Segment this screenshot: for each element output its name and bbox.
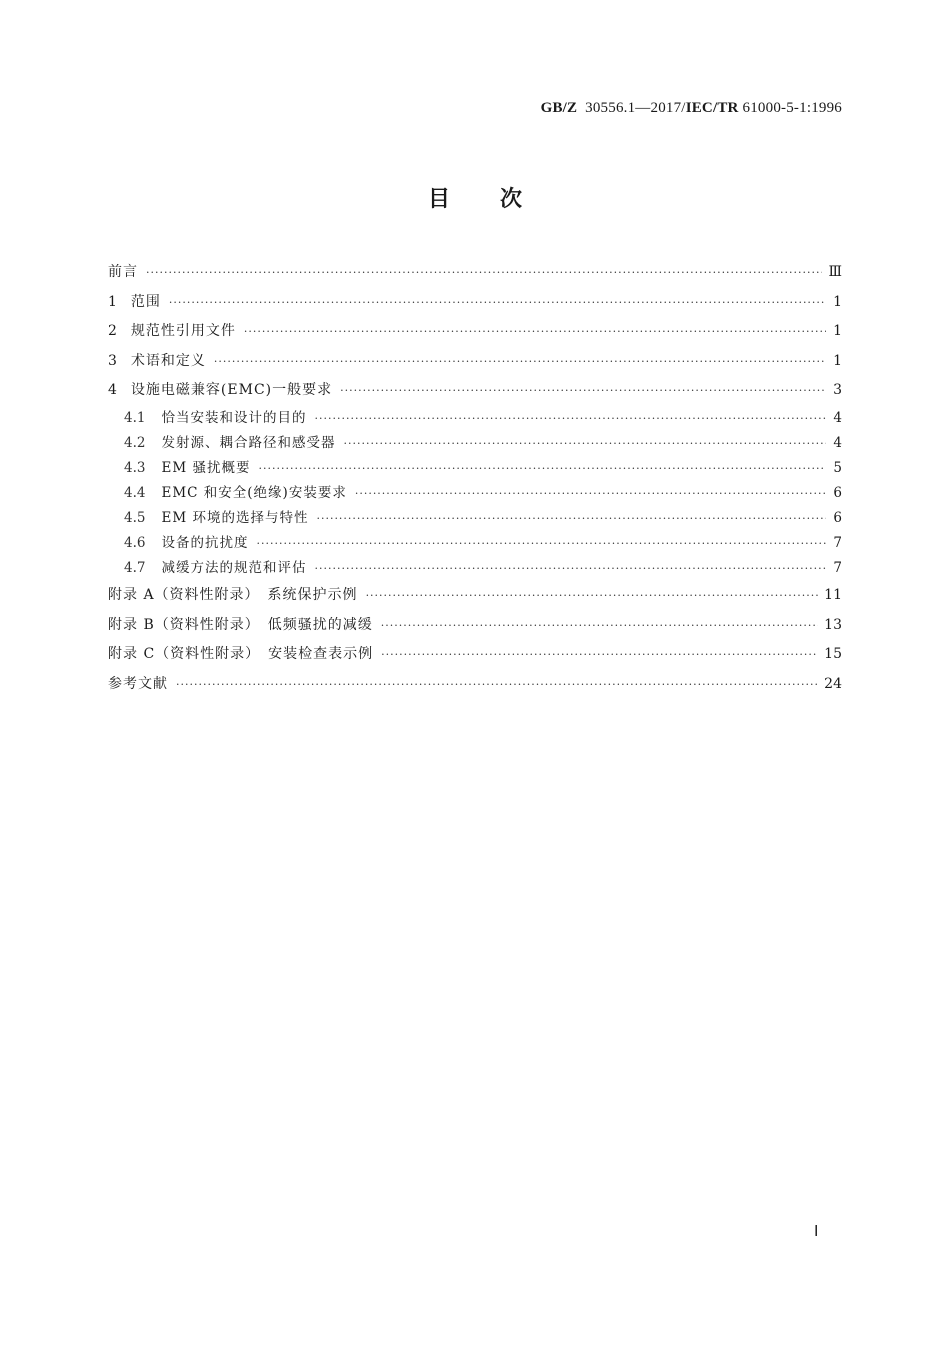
toc-entry-label: 范围 bbox=[130, 293, 161, 310]
toc-leader-dots bbox=[314, 556, 826, 581]
toc-entry-label: EM 环境的选择与特性 bbox=[161, 509, 309, 526]
toc-entry-page: Ⅲ bbox=[828, 264, 842, 280]
standard-code-number: 30556.1—2017/ bbox=[585, 100, 686, 116]
standard-code-header bbox=[541, 100, 842, 117]
toc-entry-page: 15 bbox=[824, 646, 842, 663]
toc-entry-label: 规范性引用文件 bbox=[130, 323, 236, 340]
toc-leader-dots bbox=[244, 317, 826, 347]
toc-entry-label: 附录 A（资料性附录） 系统保护示例 bbox=[108, 586, 358, 603]
toc-entry[interactable] bbox=[108, 376, 842, 406]
toc-entry-number: 1 bbox=[108, 293, 117, 310]
toc-entry-page: 6 bbox=[833, 509, 842, 526]
toc-entry[interactable] bbox=[108, 611, 842, 641]
toc-entry[interactable] bbox=[108, 456, 842, 481]
toc-entry[interactable] bbox=[108, 670, 842, 700]
toc-entry-number: 4.6 bbox=[124, 534, 146, 551]
toc-entry-page: 13 bbox=[824, 616, 842, 633]
toc-leader-dots bbox=[314, 406, 826, 431]
table-of-contents bbox=[108, 258, 842, 699]
toc-entry[interactable] bbox=[108, 431, 842, 456]
toc-leader-dots bbox=[256, 531, 826, 556]
toc-leader-dots bbox=[343, 431, 826, 456]
toc-entry[interactable] bbox=[108, 288, 842, 318]
toc-entry-page: 6 bbox=[833, 484, 842, 501]
toc-entry-label: 前言 bbox=[108, 264, 138, 280]
toc-entry-label: 附录 C（资料性附录） 安装检查表示例 bbox=[108, 646, 374, 663]
page-title: 目次 bbox=[427, 187, 572, 212]
toc-leader-dots bbox=[366, 581, 819, 611]
toc-leader-dots bbox=[214, 347, 826, 377]
toc-entry[interactable] bbox=[108, 481, 842, 506]
toc-entry-page: 7 bbox=[833, 559, 842, 576]
toc-entry-label: EMC 和安全(绝缘)安装要求 bbox=[161, 484, 347, 501]
toc-entry-label: 设备的抗扰度 bbox=[161, 534, 249, 551]
toc-entry-number: 2 bbox=[108, 323, 117, 340]
toc-entry-page: 1 bbox=[833, 293, 842, 310]
toc-leader-dots bbox=[258, 456, 826, 481]
toc-entry-label: 发射源、耦合路径和感受器 bbox=[161, 434, 336, 451]
toc-entry-number: 4.7 bbox=[124, 559, 146, 576]
toc-entry-page: 7 bbox=[833, 534, 842, 551]
toc-entry-label: 参考文献 bbox=[108, 675, 168, 692]
toc-entry-page: 4 bbox=[833, 434, 842, 451]
toc-leader-dots bbox=[146, 258, 822, 288]
toc-entry[interactable] bbox=[108, 406, 842, 431]
toc-entry-label: 设施电磁兼容(EMC)一般要求 bbox=[130, 382, 333, 399]
toc-entry[interactable] bbox=[108, 317, 842, 347]
toc-entry-number: 4.5 bbox=[124, 509, 146, 526]
toc-leader-dots bbox=[381, 640, 818, 670]
toc-entry-number: 4 bbox=[108, 382, 117, 399]
footer-page-number: Ⅰ bbox=[814, 1224, 819, 1240]
toc-entry[interactable] bbox=[108, 347, 842, 377]
standard-code-iec: IEC/TR bbox=[685, 100, 739, 116]
toc-entry-label: 附录 B（资料性附录） 低频骚扰的减缓 bbox=[108, 616, 373, 633]
toc-entry-number: 4.2 bbox=[124, 434, 146, 451]
toc-entry[interactable] bbox=[108, 581, 842, 611]
toc-entry-page: 1 bbox=[833, 352, 842, 369]
standard-code-prefix: GB/Z bbox=[540, 100, 578, 116]
toc-entry-number: 3 bbox=[108, 352, 117, 369]
toc-leader-dots bbox=[381, 611, 818, 641]
toc-leader-dots bbox=[340, 376, 826, 406]
toc-entry-number: 4.4 bbox=[124, 484, 146, 501]
toc-leader-dots bbox=[169, 288, 826, 318]
toc-entry-number: 4.1 bbox=[124, 409, 146, 426]
standard-code-tail: 61000-5-1:1996 bbox=[742, 100, 842, 116]
toc-entry-page: 24 bbox=[824, 675, 842, 692]
toc-entry-label: 术语和定义 bbox=[130, 352, 206, 369]
toc-leader-dots bbox=[316, 506, 826, 531]
toc-entry-label: EM 骚扰概要 bbox=[161, 459, 251, 476]
toc-leader-dots bbox=[355, 481, 826, 506]
toc-entry[interactable] bbox=[108, 258, 842, 288]
toc-entry-page: 1 bbox=[833, 323, 842, 340]
toc-entry-number: 4.3 bbox=[124, 459, 146, 476]
toc-entry[interactable] bbox=[108, 506, 842, 531]
toc-entry-page: 4 bbox=[833, 409, 842, 426]
toc-entry-page: 5 bbox=[833, 459, 842, 476]
toc-entry[interactable] bbox=[108, 531, 842, 556]
toc-entry-page: 11 bbox=[824, 586, 842, 603]
toc-entry[interactable] bbox=[108, 640, 842, 670]
toc-entry[interactable] bbox=[108, 556, 842, 581]
toc-entry-page: 3 bbox=[833, 382, 842, 399]
toc-entry-label: 恰当安装和设计的目的 bbox=[161, 409, 307, 426]
toc-entry-label: 减缓方法的规范和评估 bbox=[161, 559, 307, 576]
toc-leader-dots bbox=[176, 670, 818, 700]
